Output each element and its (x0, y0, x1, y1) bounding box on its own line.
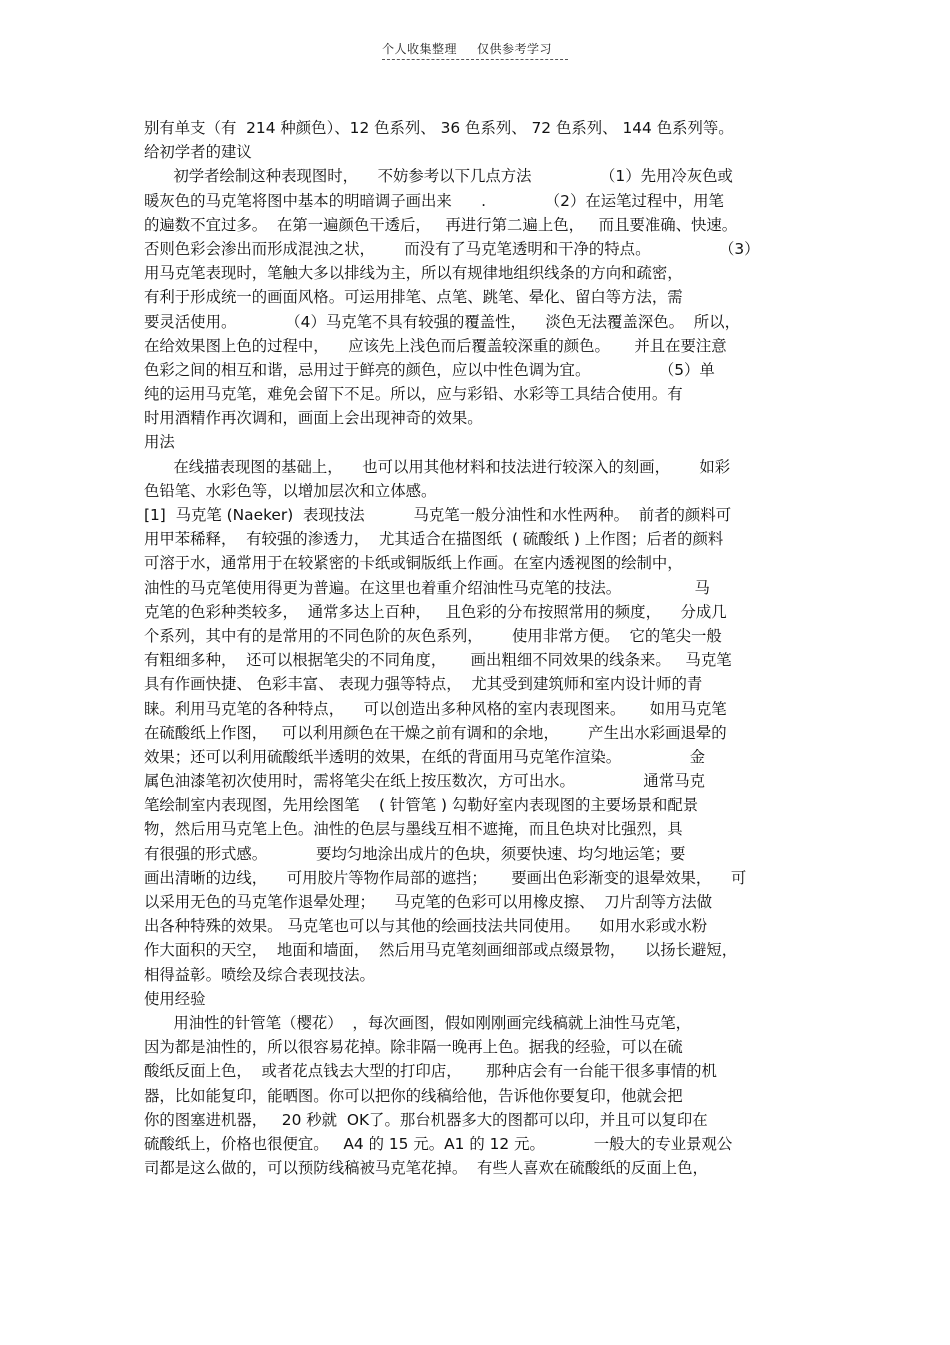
text-line: 因为都是油性的，所以很容易花掉。除非隔一晚再上色。据我的经验，可以在硫 (144, 1038, 683, 1057)
text-line: [1] 马克笔 (Naeker) 表现技法 马克笔一般分油性和水性两种。 前者的颜料可 (144, 506, 732, 524)
page-header (382, 40, 568, 60)
text-line: 在线描表现图的基础上， 也可以用其他材料和技法进行较深入的刻画， 如彩 (144, 457, 731, 476)
header-left-text: 个人收集整理 (382, 42, 458, 56)
text-line: 个系列，其中有的是常用的不同色阶的灰色系列， 使用非常方便。 它的笔尖一般 (144, 626, 722, 645)
text-line: 在给效果图上色的过程中， 应该先上浅色而后覆盖较深重的颜色。 并且在要注意 (144, 336, 727, 355)
text-line: 司都是这么做的，可以预防线稿被马克笔花掉。 有些人喜欢在硫酸纸的反面上色， (144, 1159, 708, 1178)
text-line: 的遍数不宜过多。 在第一遍颜色干透后， 再进行第二遍上色， 而且要准确、快速。 (144, 215, 738, 234)
text-line: 出各种特殊的效果。 马克笔也可以与其他的绘画技法共同使用。 如用水彩或水粉 (144, 917, 708, 936)
text-line: 在硫酸纸上作图， 可以利用颜色在干燥之前有调和的余地， 产生出水彩画退晕的 (144, 723, 727, 742)
text-line: 用法 (144, 433, 175, 452)
text-line: 要灵活使用。 （4）马克笔不具有较强的覆盖性， 淡色无法覆盖深色。 所以， (144, 312, 740, 331)
text-line: 相得益彰。喷绘及综合表现技法。 (144, 965, 375, 984)
text-line: 器，比如能复印，能晒图。你可以把你的线稿给他，告诉他你要复印，他就会把 (144, 1086, 683, 1105)
text-line: 效果；还可以利用硫酸纸半透明的效果，在纸的背面用马克笔作渲染。 金 (144, 747, 705, 766)
text-line: 作大面积的天空， 地面和墙面， 然后用马克笔刻画细部或点缀景物， 以扬长避短， (144, 941, 738, 960)
text-line: 用马克笔表现时，笔触大多以排线为主，所以有规律地组织线条的方向和疏密， (144, 264, 683, 283)
text-line: 睐。利用马克笔的各种特点， 可以创造出多种风格的室内表现图来。 如用马克笔 (144, 699, 727, 718)
text-line: 物，然后用马克笔上色。油性的色层与墨线互相不遮掩，而且色块对比强烈，具 (144, 820, 683, 839)
text-line: 可溶于水，通常用于在较紧密的卡纸或铜版纸上作画。在室内透视图的绘制中， (144, 554, 683, 573)
text-line: 纯的运用马克笔，难免会留下不足。所以，应与彩铅、水彩等工具结合使用。有 (144, 385, 683, 404)
text-line: 有很强的形式感。 要均匀地涂出成片的色块，须要快速、均匀地运笔；要 (144, 844, 686, 863)
text-line: 初学者绘制这种表现图时， 不妨参考以下几点方法 （1）先用冷灰色或 (144, 167, 733, 186)
text-line: 色铅笔、水彩色等，以增加层次和立体感。 (144, 481, 437, 500)
text-line: 用油性的针管笔（樱花） ，每次画图，假如刚刚画完线稿就上油性马克笔， (144, 1013, 692, 1032)
text-line: 有利于形成统一的画面风格。可运用排笔、点笔、跳笔、晕化、留白等方法，需 (144, 288, 683, 307)
text-line: 色彩之间的相互和谐，忌用过于鲜亮的颜色，应以中性色调为宜。 （5）单 (144, 360, 715, 379)
text-line: 酸纸反面上色， 或者花点钱去大型的打印店， 那种店会有一台能干很多事情的机 (144, 1062, 717, 1081)
text-line: 具有作画快捷、 色彩丰富、 表现力强等特点， 尤其受到建筑师和室内设计师的青 (144, 675, 703, 694)
text-line: 时用酒精作再次调和，画面上会出现神奇的效果。 (144, 409, 483, 428)
text-line: 画出清晰的边线， 可用胶片等物作局部的遮挡； 要画出色彩渐变的退晕效果， 可 (144, 868, 747, 887)
header-right-text: 仅供参考学习 (477, 42, 553, 56)
text-line: 有粗细多种， 还可以根据笔尖的不同角度， 画出粗细不同效果的线条来。 马克笔 (144, 651, 732, 670)
text-line: 硫酸纸上，价格也很便宜。 A4 的 15 元。A1 的 12 元。 一般大的专业景观公 (144, 1134, 733, 1153)
text-line: 笔绘制室内表现图，先用绘图笔 ( 针管笔 ) 勾勒好室内表现图的主要场景和配景 (144, 796, 699, 815)
text-line: 属色油漆笔初次使用时，需将笔尖在纸上按压数次，方可出水。 通常马克 (144, 772, 705, 791)
text-line: 使用经验 (144, 989, 206, 1008)
text-line: 给初学者的建议 (144, 143, 252, 162)
text-line: 用甲苯稀释， 有较强的渗透力， 尤其适合在描图纸 ( 硫酸纸 ) 上作图；后者的颜料 (144, 530, 724, 549)
document-body (144, 116, 812, 1180)
text-line: 别有单支（有 214 种颜色）、12 色系列、 36 色系列、 72 色系列、 144 色系列等。 (144, 119, 734, 137)
text-line: 克笔的色彩种类较多， 通常多达上百种， 且色彩的分布按照常用的频度， 分成几 (144, 602, 727, 621)
text-line: 你的图塞进机器， 20 秒就 OK了。那台机器多大的图都可以印，并且可以复印在 (144, 1110, 708, 1129)
text-line: 以采用无色的马克笔作退晕处理； 马克笔的色彩可以用橡皮擦、 刀片刮等方法做 (144, 893, 713, 911)
text-line: 否则色彩会渗出而形成混浊之状， 而没有了马克笔透明和干净的特点。 （3） (144, 239, 760, 258)
text-line: 暖灰色的马克笔将图中基本的明暗调子画出来 . （2）在运笔过程中，用笔 (144, 191, 724, 210)
text-line: 油性的马克笔使用得更为普遍。在这里也着重介绍油性马克笔的技法。 马 (144, 578, 710, 597)
